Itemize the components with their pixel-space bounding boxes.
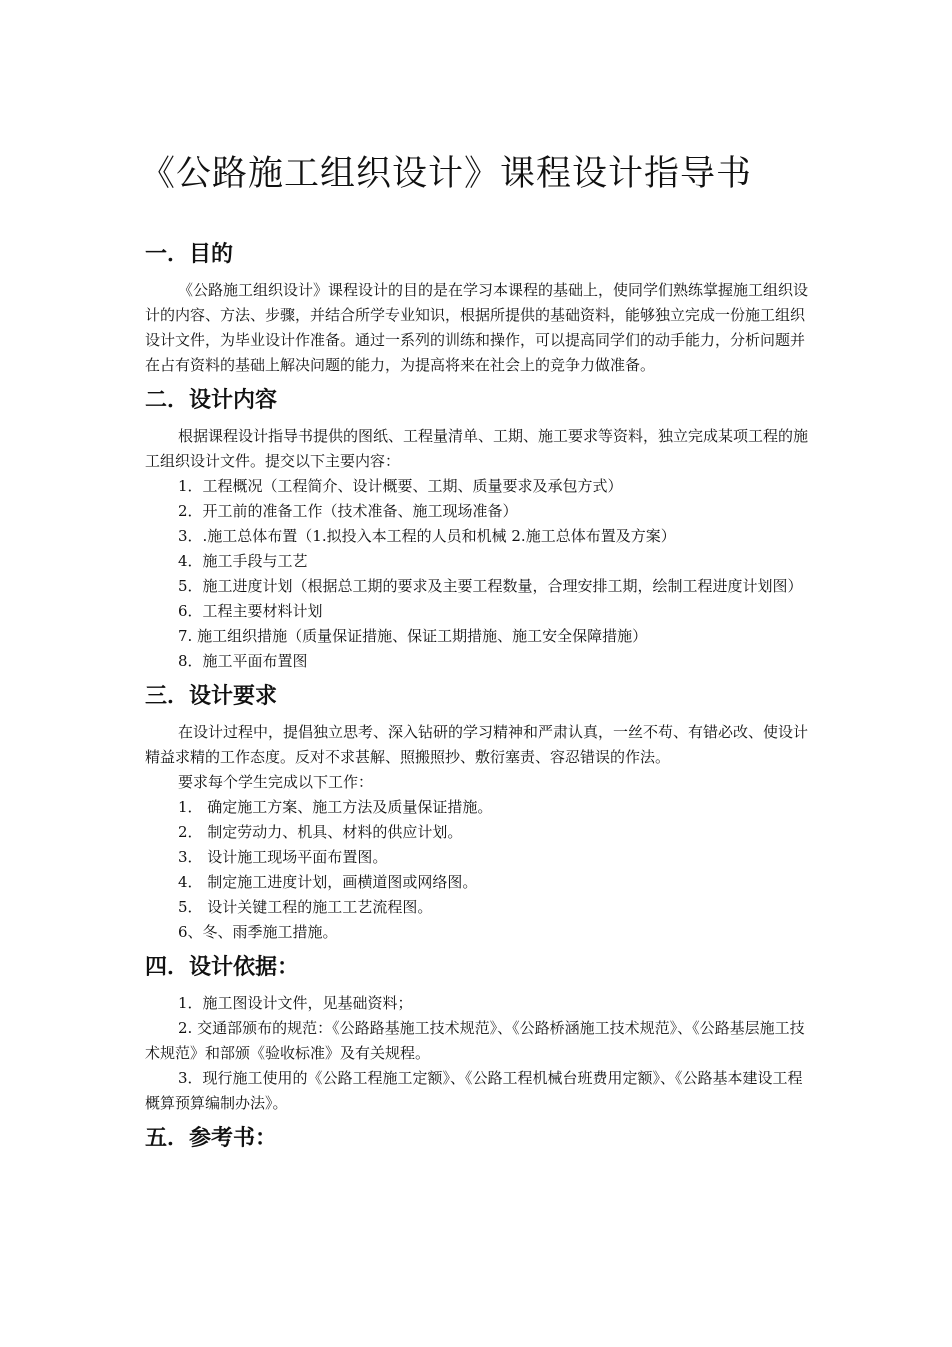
content-item: 1．工程概况（工程简介、设计概要、工期、质量要求及承包方式） xyxy=(178,477,623,495)
content-intro: 根据课程设计指导书提供的图纸、工程量清单、工期、施工要求等资料，独立完成某项工程的施工组织设计文件。提交以下主要内容： xyxy=(145,427,809,470)
purpose-paragraph: 《公路施工组织设计》课程设计的目的是在学习本课程的基础上，使同学们熟练掌握施工组织设计的内容、方法、步骤，并结合所学专业知识，根据所提供的基础资料，能够独立完成一份施工组织设计文件，为毕业设计作准备。通过一系列的训练和操作，可以提高同学们的动手能力，分析问题并在占有资料的基础上解决问题的能力，为提高将来在社会上的竞争力做准备。 xyxy=(145,281,809,374)
section-heading-references: 五．参考书： xyxy=(145,1126,278,1151)
content-item: 8．施工平面布置图 xyxy=(178,652,308,670)
requirements-item: 1． 确定施工方案、施工方法及质量保证措施。 xyxy=(178,798,493,816)
requirements-item: 2． 制定劳动力、机具、材料的供应计划。 xyxy=(178,823,463,841)
section-heading-content: 二．设计内容 xyxy=(145,388,278,413)
content-item: 4．施工手段与工艺 xyxy=(178,552,308,570)
document-title: 《公路施工组织设计》课程设计指导书 xyxy=(139,154,752,194)
section-heading-basis: 四．设计依据： xyxy=(145,955,300,980)
requirements-item: 5． 设计关键工程的施工工艺流程图。 xyxy=(178,898,433,916)
basis-item: 3．现行施工使用的《公路工程施工定额》、《公路工程机械台班费用定额》、《公路基本建设工程概算预算编制办法》。 xyxy=(145,1069,803,1112)
document-body xyxy=(145,236,809,1158)
requirements-sub-intro: 要求每个学生完成以下工作： xyxy=(178,773,374,791)
content-item: 6．工程主要材料计划 xyxy=(178,602,323,620)
content-item: 7. 施工组织措施（质量保证措施、保证工期措施、施工安全保障措施） xyxy=(178,627,648,645)
requirements-item: 6、冬、雨季施工措施。 xyxy=(178,923,338,941)
requirements-item: 3． 设计施工现场平面布置图。 xyxy=(178,848,388,866)
section-heading-requirements: 三．设计要求 xyxy=(145,684,278,709)
basis-item: 1．施工图设计文件，见基础资料； xyxy=(178,994,413,1012)
content-item: 2．开工前的准备工作（技术准备、施工现场准备） xyxy=(178,502,518,520)
content-item: 5．施工进度计划（根据总工期的要求及主要工程数量，合理安排工期，绘制工程进度计划图） xyxy=(178,577,803,595)
section-heading-purpose: 一．目的 xyxy=(145,242,234,267)
requirements-item: 4． 制定施工进度计划，画横道图或网络图。 xyxy=(178,873,478,891)
requirements-intro: 在设计过程中，提倡独立思考、深入钻研的学习精神和严肃认真，一丝不苟、有错必改、使设计精益求精的工作态度。反对不求甚解、照搬照抄、敷衍塞责、容忍错误的作法。 xyxy=(145,723,809,766)
content-item: 3．.施工总体布置（1.拟投入本工程的人员和机械 2.施工总体布置及方案） xyxy=(178,527,676,545)
basis-item: 2. 交通部颁布的规范：《公路路基施工技术规范》、《公路桥涵施工技术规范》、《公路基层施工技术规范》和部颁《验收标准》及有关规程。 xyxy=(145,1019,805,1062)
